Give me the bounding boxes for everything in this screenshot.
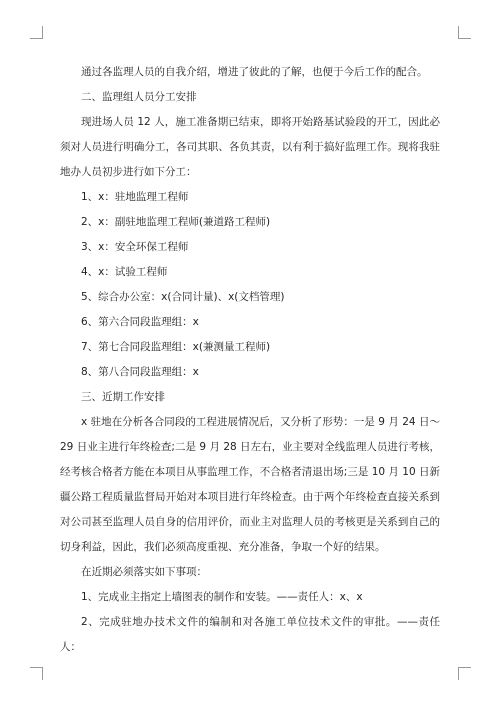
paragraph: 现进场人员 12 人，施工准备期已结束，即将开始路基试验段的开工，因此必须对人员进行明确分工，各司其职、各负其责，以有利于搞好监理工作。现将我驻地办人员初步进行如下分工： bbox=[60, 116, 440, 178]
list-item: 1、x：驻地监理工程师 bbox=[81, 191, 189, 203]
paragraph: 通过各监理人员的自我介绍，增进了彼此的了解，也便于今后工作的配合。 bbox=[81, 66, 428, 78]
document-body bbox=[60, 60, 440, 660]
section-heading: 三、近期工作安排 bbox=[81, 391, 165, 403]
crop-mark-top-right bbox=[458, 26, 471, 39]
list-item: 1、完成业主指定上墙图表的制作和安装。——责任人：x、x bbox=[81, 591, 363, 603]
crop-mark-bottom-left bbox=[30, 667, 43, 680]
list-item: 3、x：安全环保工程师 bbox=[81, 241, 189, 253]
list-item: 5、综合办公室：x(合同计量)、x(文档管理) bbox=[81, 291, 285, 303]
paragraph: x 驻地在分析各合同段的工程进展情况后，又分析了形势：一是 9 月 24 日～29 日业主进行年终检查;二是 9 月 28 日左右，业主要对全线监理人员进行考核，经考核合格者方能在本项目从事监理工作，不合格者清退出场;三是 10 月 10 日新疆公路工程质量监督局开始对本项目进行年终检查。由于两个年终检查直接关系到对公司甚至监理人员自身的信用评价，而业主对监理人员的考核更是关系到自己的切身利益，因此，我们必须高度重视、充分准备，争取一个好的结果。 bbox=[60, 416, 440, 553]
list-item: 8、第八合同段监理组：x bbox=[81, 366, 199, 378]
paragraph: 在近期必须落实如下事项： bbox=[81, 566, 207, 578]
list-item: 4、x：试验工程师 bbox=[81, 266, 168, 278]
list-item: 2、完成驻地办技术文件的编制和对各施工单位技术文件的审批。——责任人： bbox=[60, 616, 440, 653]
crop-mark-top-left bbox=[30, 26, 43, 39]
list-item: 2、x：副驻地监理工程师(兼道路工程师) bbox=[81, 216, 271, 228]
section-heading: 二、监理组人员分工安排 bbox=[81, 91, 197, 103]
list-item: 6、第六合同段监理组：x bbox=[81, 316, 199, 328]
crop-mark-bottom-right bbox=[458, 667, 471, 680]
list-item: 7、第七合同段监理组：x(兼测量工程师) bbox=[81, 341, 271, 353]
